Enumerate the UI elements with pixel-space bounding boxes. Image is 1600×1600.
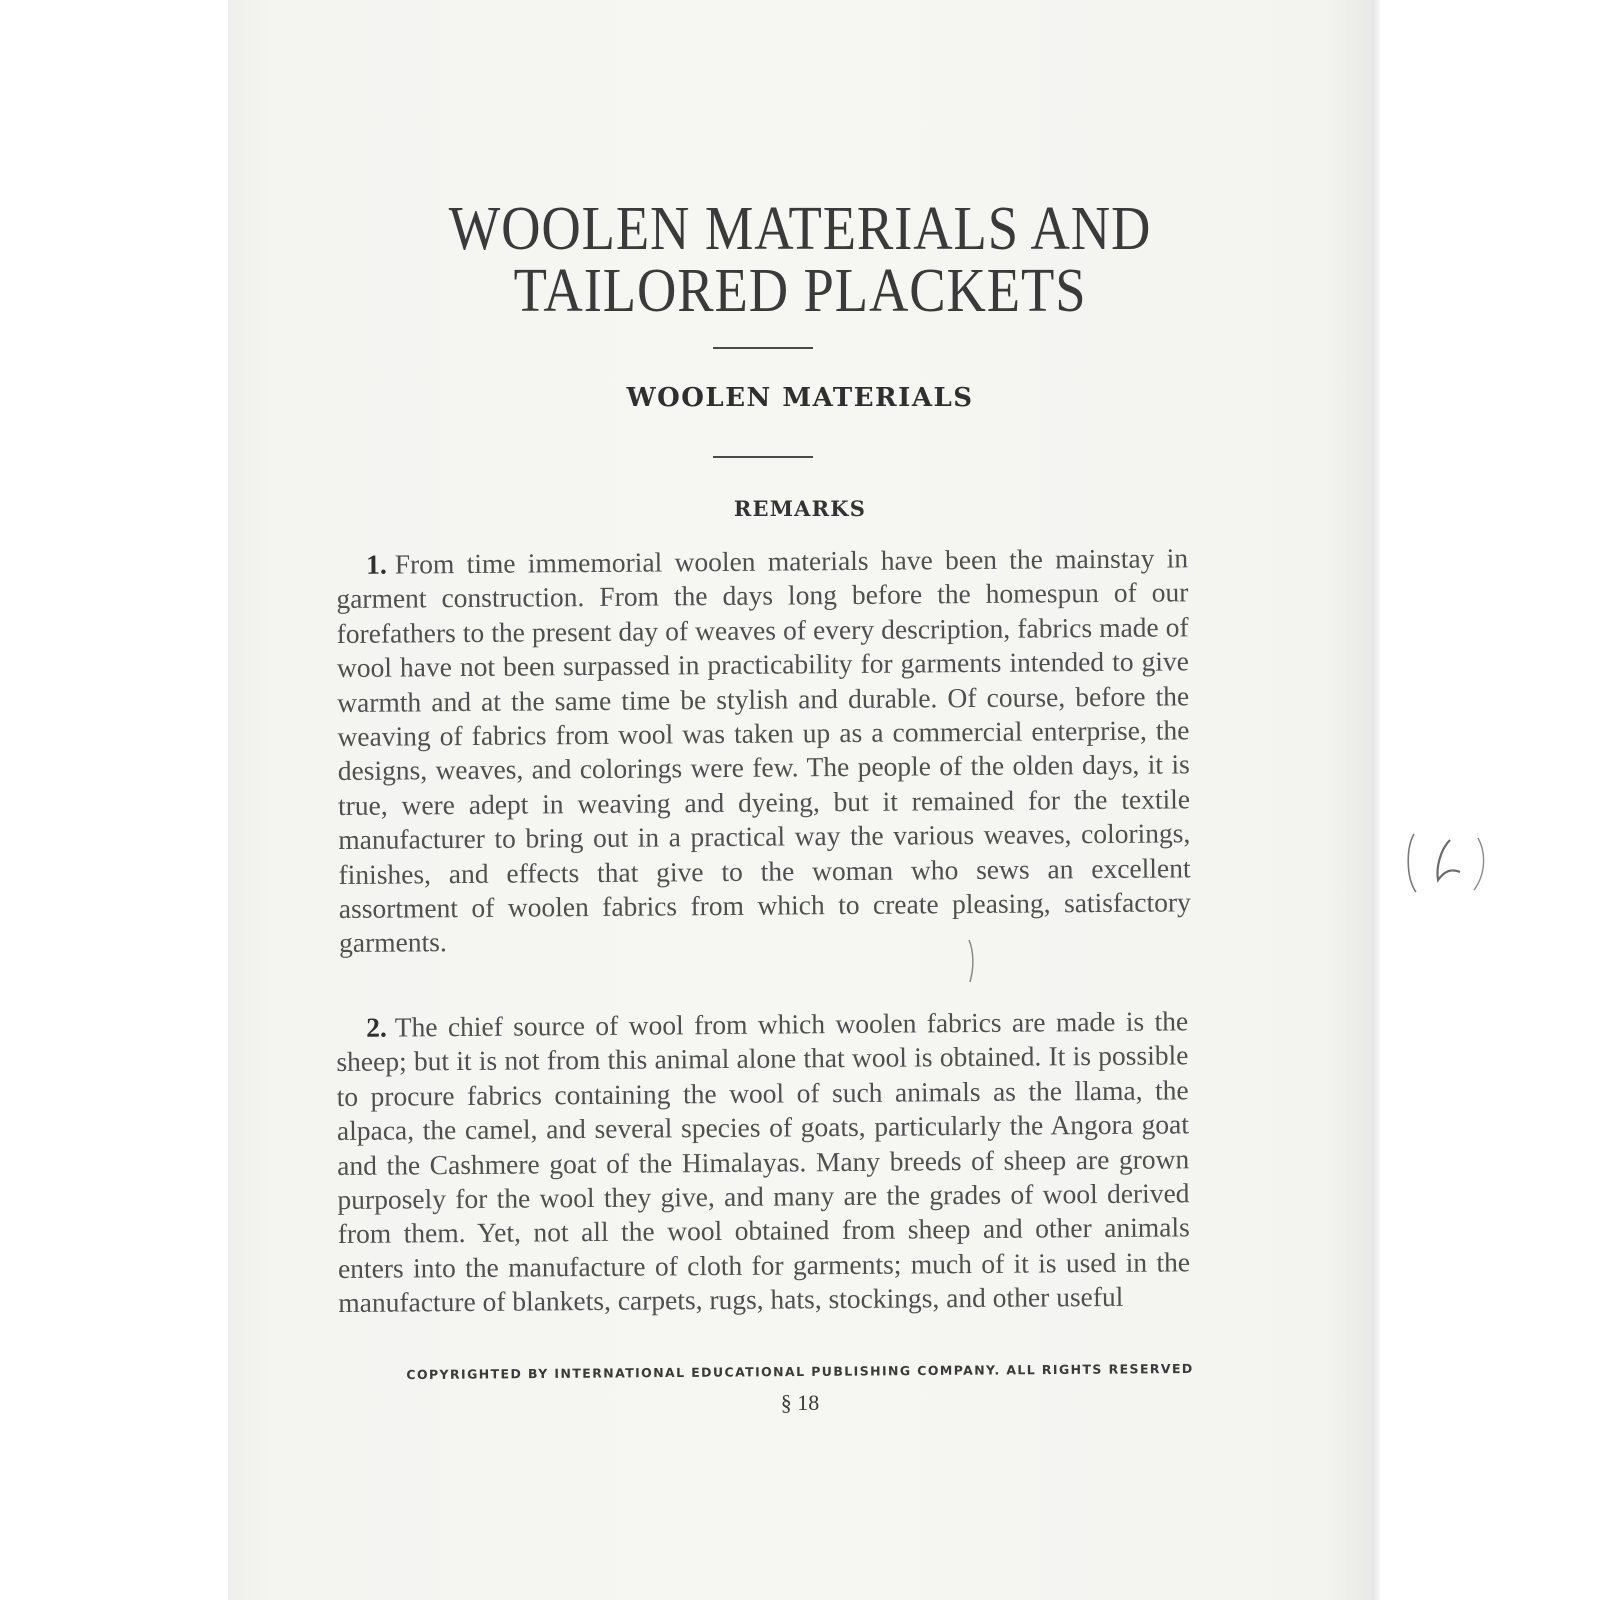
section-divider bbox=[713, 456, 813, 458]
pencil-bracket-right bbox=[1474, 838, 1484, 890]
subsection-heading: REMARKS bbox=[733, 496, 867, 521]
pencil-bracket-left bbox=[1408, 834, 1416, 892]
title-divider bbox=[713, 347, 813, 349]
paragraph-number: 2. bbox=[366, 1011, 387, 1043]
handwritten-margin-note bbox=[1398, 828, 1488, 898]
paragraph-text: From time immemorial woolen materials have been the mainstay in garment construction. From the days long before the homespun of our forefathers to the present day of weaves of every description, fabrics made of wool have not been surpassed in practicability for garments intended to give warmth and at the same time be stylish and durable. Of course, before the weaving of fabrics from wool was taken up as a commercial enterprise, the designs, weaves, and colorings were few. The people of the olden days, it is true, were adept in weaving and dyeing, but it remained for the textile manufacturer to bring out in a practical way the various weaves, colorings, finishes, and effects that give to the woman who sews an excellent assortment of woolen fabrics from which to create pleasing, satisfactory garments. bbox=[336, 542, 1191, 959]
paragraph-2 bbox=[336, 1004, 1190, 1320]
paragraph-number: 1. bbox=[366, 548, 387, 580]
page-edge bbox=[1372, 0, 1380, 1600]
copyright-notice: COPYRIGHTED BY INTERNATIONAL EDUCATIONAL PUBLISHING COMPANY. ALL RIGHTS RESERVED bbox=[406, 1360, 1194, 1383]
book-page bbox=[228, 0, 1372, 1600]
paragraph-text: The chief source of wool from which woolen fabrics are made is the sheep; but it is not from this animal alone that wool is obtained. It is possible to procure fabrics containing the wool of such animals as the llama, the alpaca, the camel, and several species of goats, particularly the Angora goat and the Cashmere goat of the Himalayas. Many breeds of sheep are grown purposely for the wool they give, and many are the grades of wool derived from them. Yet, not all the wool obtained from sheep and other animals enters into the manufacture of cloth for garments; much of it is used in the manufacture of blankets, carpets, rugs, hats, stockings, and other useful bbox=[336, 1005, 1191, 1319]
paragraph-1 bbox=[336, 541, 1191, 961]
section-heading: WOOLEN MATERIALS bbox=[626, 383, 974, 413]
pencil-numeral bbox=[1438, 840, 1461, 880]
page-title-line-2: TAILORED PLACKETS bbox=[513, 257, 1087, 325]
handwritten-bracket-mark bbox=[965, 938, 979, 984]
page-title-line-1: WOOLEN MATERIALS AND bbox=[448, 195, 1152, 263]
section-number: § 18 bbox=[780, 1390, 820, 1415]
